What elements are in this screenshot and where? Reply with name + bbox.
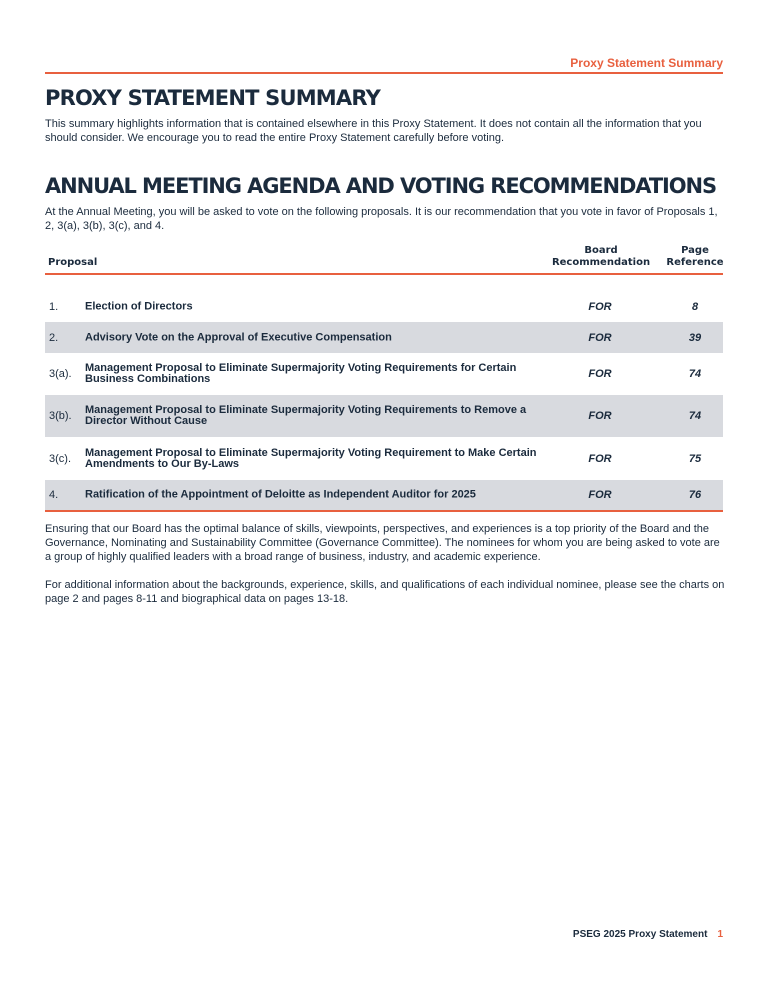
page-reference: 74 <box>688 410 702 422</box>
col-header-page-reference <box>663 245 727 269</box>
col-header-proposal: Proposal <box>48 257 98 268</box>
col-header-board-recommendation <box>550 245 652 269</box>
table-row <box>45 480 723 510</box>
proposal-number: 3(c). <box>49 452 71 465</box>
table-row <box>45 292 723 322</box>
page-reference: 76 <box>688 489 702 501</box>
board-recommendation: FOR <box>588 301 612 313</box>
page-number: 1 <box>717 929 723 940</box>
page-reference: 74 <box>688 367 702 380</box>
proposal-text: Management Proposal to Eliminate Supermajority Voting Requirements to Remove a Director Without Cause <box>85 404 527 427</box>
proposal-text: Election of Directors <box>85 300 193 313</box>
proposal-text: Management Proposal to Eliminate Supermajority Voting Requirements for Certain Business Combinations <box>85 361 517 385</box>
table-end-divider <box>45 510 723 512</box>
proposal-text: Advisory Vote on the Approval of Executive Compensation <box>85 331 392 343</box>
col-header-line: Reference <box>666 257 724 268</box>
footer-doc-title: PSEG 2025 Proxy Statement <box>572 929 708 940</box>
proposal-number: 3(b). <box>49 410 72 422</box>
proposal-text: Ratification of the Appointment of Deloitte as Independent Auditor for 2025 <box>85 488 476 501</box>
board-recommendation: FOR <box>588 331 612 344</box>
table-row <box>45 353 723 394</box>
proposal-text: Management Proposal to Eliminate Supermajority Voting Requirement to Make Certain Amendments to Our By-Laws <box>85 446 537 470</box>
running-header: Proxy Statement Summary <box>45 56 723 74</box>
intro-paragraph: This summary highlights information that is contained elsewhere in this Proxy Statement. It does not contain all the information that you should consider. We encourage you to read the entire Proxy Statement carefully before voting. <box>45 118 702 144</box>
board-balance-paragraph: Ensuring that our Board has the optimal balance of skills, viewpoints, perspectives, and experiences is a top priority of the Board and the Governance, Nominating and Sustainability Committee (Governance Committee). The nominees for whom you are being asked to vote are a group of highly qualified leaders with a broad range of business, industry, and academic experience. <box>45 523 720 563</box>
board-recommendation: FOR <box>588 367 612 380</box>
board-recommendation: FOR <box>588 452 612 465</box>
additional-info-paragraph: For additional information about the backgrounds, experience, skills, and qualifications of each individual nominee, please see the charts on page 2 and pages 8-11 and biographical data on pages 13-18. <box>45 579 725 605</box>
table-row <box>45 322 723 353</box>
proposal-number: 3(a). <box>49 367 72 380</box>
page-footer <box>573 929 723 940</box>
col-header-line: Recommendation <box>551 257 651 268</box>
proposal-number: 2. <box>49 331 59 344</box>
page-title: PROXY STATEMENT SUMMARY <box>45 86 380 110</box>
col-header-line: Page <box>681 245 709 256</box>
agenda-title: ANNUAL MEETING AGENDA AND VOTING RECOMMENDATIONS <box>45 174 717 198</box>
page-reference: 39 <box>688 331 702 344</box>
board-recommendation: FOR <box>588 489 612 501</box>
header-divider <box>45 273 723 275</box>
agenda-intro: At the Annual Meeting, you will be asked to vote on the following proposals. It is our recommendation that you vote in favor of Proposals 1, 2, 3(a), 3(b), 3(c), and 4. <box>45 206 718 232</box>
proposal-number: 4. <box>49 489 59 501</box>
page-reference: 75 <box>688 452 702 465</box>
col-header-line: Board <box>584 245 618 256</box>
board-recommendation: FOR <box>588 410 612 422</box>
page-reference: 8 <box>691 301 699 313</box>
proposal-number: 1. <box>49 301 59 313</box>
table-row <box>45 437 723 480</box>
table-row <box>45 395 723 437</box>
